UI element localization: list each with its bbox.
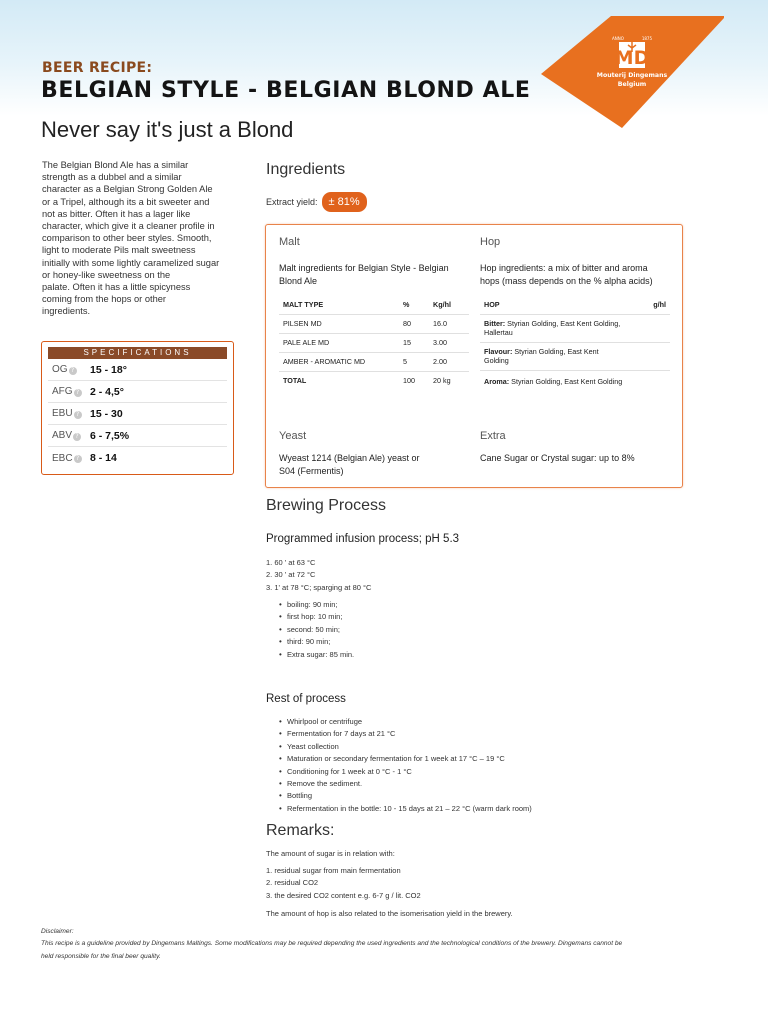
spec-value: 15 - 18° (90, 363, 127, 376)
remarks-title: Remarks: (266, 822, 335, 839)
list-item: 1. 60 ' at 63 °C (266, 558, 316, 567)
specifications-panel (41, 341, 234, 475)
list-item: • Bottling (287, 790, 532, 802)
disclaimer (41, 926, 691, 963)
list-item: 3. the desired CO2 content e.g. 6-7 g / lit. CO2 (266, 890, 421, 900)
infusion-steps (266, 557, 371, 594)
remarks-list (266, 865, 421, 902)
spec-value: 8 - 14 (90, 452, 117, 464)
specifications-header: SPECIFICATIONS (48, 347, 227, 359)
remarks-outro: The amount of hop is also related to the isomerisation yield in the brewery. (266, 909, 513, 918)
disclaimer-title: Disclaimer: (41, 928, 74, 935)
list-item: • Conditioning for 1 week at 0 °C - 1 °C (287, 766, 532, 778)
intro-line: or honey-like sweetness on the (42, 269, 171, 280)
page-title: BELGIAN STYLE - BELGIAN BLOND ALE (41, 78, 531, 103)
rest-of-process-title: Rest of process (266, 693, 346, 705)
table-row: Flavour: Styrian Golding, East Kent Golding (480, 342, 670, 370)
malt-col-header: MALT TYPE (279, 295, 399, 314)
list-item: • Extra sugar: 85 min. (287, 649, 354, 661)
extract-yield-label: Extract yield: (266, 197, 318, 207)
spec-row-abv (48, 425, 227, 447)
list-item: • second: 50 min; (287, 624, 354, 636)
logo-anno: ANNO (611, 36, 624, 41)
intro-line: palate. Often it has a little spicyness (42, 282, 191, 293)
dingemans-logo (541, 16, 724, 128)
spec-row-og (48, 359, 227, 381)
spec-label: EBU (52, 408, 73, 419)
infusion-subtitle: Programmed infusion process; pH 5.3 (266, 533, 460, 545)
hop-title: Hop (480, 236, 501, 248)
logo-year: 1875 (641, 36, 653, 41)
brewing-process-title: Brewing Process (266, 497, 387, 514)
beer-recipe-label: BEER RECIPE: (42, 60, 153, 76)
list-item: • Refermentation in the bottle: 10 - 15 days at 21 – 22 °C (warm dark room) (287, 803, 532, 815)
yeast-title: Yeast (279, 430, 307, 442)
extract-yield (266, 192, 367, 212)
table-row: Bitter: Styrian Golding, East Kent Golding, Hallertau (480, 314, 670, 342)
list-item: 2. residual CO2 (266, 878, 319, 888)
intro-line: not as bitter. Often it has a lager like (42, 208, 191, 219)
disclaimer-line: held responsible for the final beer quality. (41, 952, 161, 960)
list-item: • first hop: 10 min; (287, 611, 354, 623)
spec-label: ABV (52, 430, 73, 441)
intro-line: character, which give it a cleaner profile in (42, 221, 215, 232)
rest-of-process-list (287, 716, 532, 815)
list-item: • Fermentation for 7 days at 21 °C (287, 728, 532, 740)
extra-description: Cane Sugar or Crystal sugar: up to 8% (480, 453, 635, 463)
info-icon[interactable]: ? (74, 455, 82, 463)
spec-row-ebc (48, 447, 227, 469)
page-subtitle: Never say it's just a Blond (41, 117, 294, 142)
logo-monogram: MD (614, 47, 650, 69)
list-item: • Remove the sediment. (287, 778, 532, 790)
table-row: PALE ALE MD 15 3.00 (279, 333, 469, 352)
spec-value: 2 - 4,5° (90, 385, 124, 398)
list-item: • boiling: 90 min; (287, 599, 354, 611)
spec-value: 15 - 30 (90, 407, 123, 420)
spec-value: 6 - 7,5% (90, 429, 130, 442)
list-item: • Whirlpool or centrifuge (287, 716, 532, 728)
ingredients-box (265, 224, 683, 488)
info-icon[interactable]: ? (74, 411, 82, 419)
list-item: 1. residual sugar from main fermentation (266, 866, 401, 875)
boiling-list (287, 599, 354, 661)
ingredients-title: Ingredients (266, 161, 346, 178)
spec-row-ebu (48, 403, 227, 425)
intro-line: comparison to other beer styles. Smooth, (42, 233, 212, 244)
malt-description: Malt ingredients for Belgian Style - Belgian Blond Ale (279, 263, 449, 286)
list-item: 2. 30 ' at 72 °C (266, 570, 316, 580)
hop-table (480, 295, 670, 392)
intro-line: light to moderate Pils malt sweetness (42, 245, 196, 256)
malt-col-header: Kg/hl (429, 295, 469, 314)
list-item: 3. 1' at 78 °C; sparging at 80 °C (266, 582, 372, 592)
list-item: • third: 90 min; (287, 636, 354, 648)
intro-text (42, 159, 238, 318)
spec-label: AFG (52, 386, 73, 397)
yeast-description: Wyeast 1214 (Belgian Ale) yeast or S04 (Fermentis) (279, 453, 420, 476)
intro-line: The Belgian Blond Ale has a similar (42, 160, 189, 170)
extract-yield-badge: ± 81% (322, 192, 367, 212)
table-row-total: TOTAL 100 20 kg (283, 376, 451, 386)
intro-line: coming from the hops or other (42, 294, 167, 305)
intro-line: strength as a dubbel and a similar (42, 172, 182, 183)
intro-line: character as a Belgian Strong Golden Ale (42, 184, 213, 195)
malt-col-header: % (399, 295, 429, 314)
intro-line: or a Tripel, although its a bit sweeter and (42, 196, 210, 207)
hop-col-header: HOP (480, 295, 581, 314)
logo-name: Mouterij Dingemans (596, 72, 668, 79)
hop-description: Hop ingredients: a mix of bitter and aroma hops (mass depends on the % alpha acids) (480, 263, 653, 286)
extra-title: Extra (480, 430, 506, 442)
info-icon[interactable]: ? (73, 433, 81, 441)
info-icon[interactable]: ? (74, 389, 82, 397)
disclaimer-line: This recipe is a guideline provided by Dingemans Maltings. Some modifications may be required depending the used ingredients and the technological conditions of the brewery. Dingemans cannot be (41, 940, 623, 948)
spec-label: OG (52, 364, 68, 375)
table-row: Aroma: Styrian Golding, East Kent Golding (484, 376, 623, 386)
malt-title: Malt (279, 236, 300, 248)
intro-line: ingredients. (42, 306, 91, 317)
intro-line: initially with some lightly caramelized sugar (42, 257, 220, 268)
spec-row-afg (48, 381, 227, 403)
malt-table (279, 295, 469, 390)
hop-col-header: g/hl (581, 295, 670, 314)
table-row: PILSEN MD 80 16.0 (279, 314, 469, 333)
list-item: • Yeast collection (287, 741, 532, 753)
list-item: • Maturation or secondary fermentation for 1 week at 17 °C – 19 °C (287, 753, 532, 765)
logo-country: Belgium (617, 81, 647, 88)
spec-label: EBC (52, 452, 73, 464)
table-row: AMBER - AROMATIC MD 5 2.00 (279, 352, 469, 371)
remarks-intro: The amount of sugar is in relation with: (266, 849, 395, 858)
info-icon[interactable]: ? (69, 367, 77, 375)
